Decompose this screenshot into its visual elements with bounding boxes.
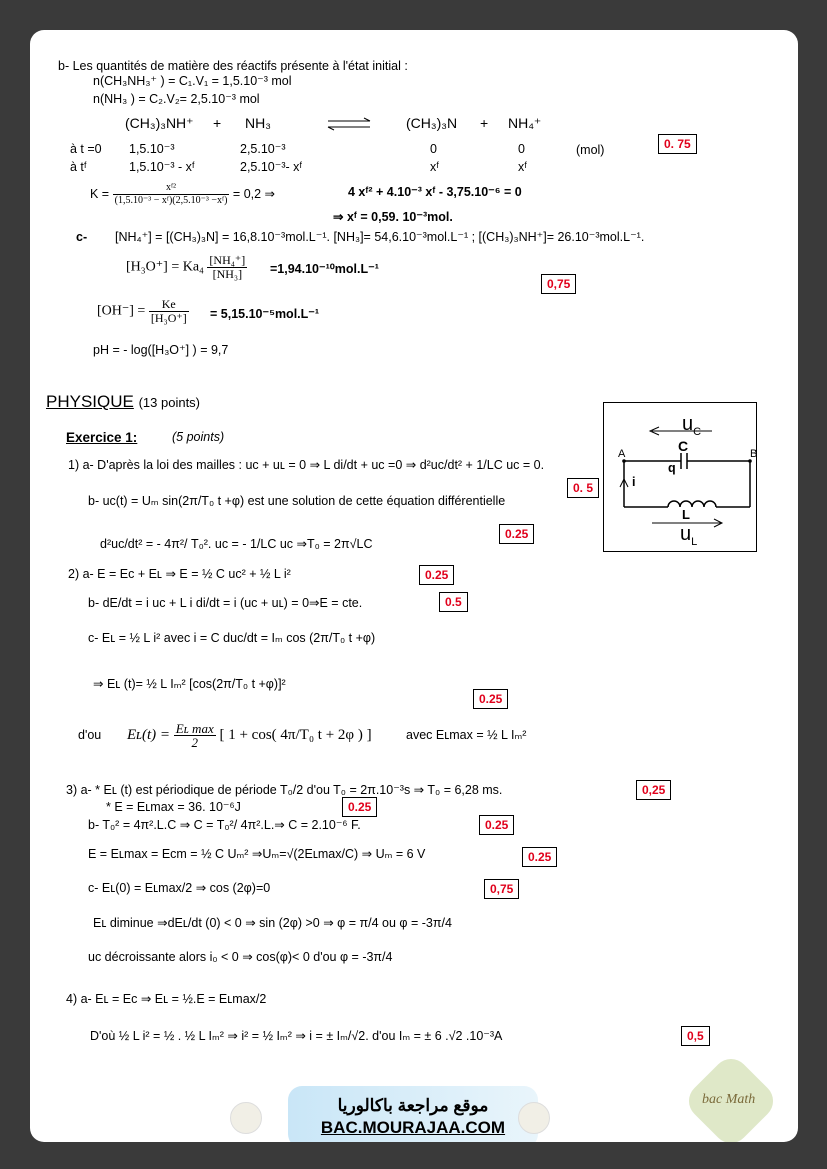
xf-result: ⇒ xᶠ = 0,59. 10⁻³mol. bbox=[333, 210, 453, 224]
mark-box: 0.25 bbox=[342, 797, 377, 817]
current-label: i bbox=[632, 475, 636, 489]
q2d-fraction bbox=[174, 722, 216, 749]
mark-box: 0,5 bbox=[681, 1026, 710, 1046]
k-label: K = bbox=[90, 186, 110, 201]
q3c-conclusion: uc décroissante alors i₀ < 0 ⇒ cos(φ)< 0 d'ou φ = -3π/4 bbox=[88, 950, 393, 964]
q3c-text: c- Eʟ(0) = Eʟmax/2 ⇒ cos (2φ)=0 bbox=[88, 881, 271, 895]
physique-heading bbox=[46, 392, 200, 413]
q2b-text: b- dE/dt = i uᴄ + L i di/dt = i (uᴄ + uʟ) = 0⇒E = cte. bbox=[88, 596, 363, 610]
eq-plus-2: + bbox=[480, 115, 489, 131]
oh-value: = 5,15.10⁻⁵mol.L⁻¹ bbox=[210, 307, 320, 321]
q2c-derivation: ⇒ Eʟ (t)= ½ L Iₘ² [cos(2π/T₀ t +φ)]² bbox=[93, 677, 286, 691]
charge-label: q bbox=[668, 461, 676, 475]
eq-product-2: NH₄⁺ bbox=[508, 115, 542, 131]
oh-expression bbox=[97, 298, 189, 325]
site-logo-right-icon bbox=[518, 1102, 550, 1134]
footer-arabic-title: موقع مراجعة باكالوريا bbox=[337, 1096, 489, 1115]
tf-value-4: xᶠ bbox=[518, 160, 528, 174]
n-ch3nh3: n(CH₃NH₃⁺ ) = C₁.V₁ = 1,5.10⁻³ mol bbox=[93, 74, 292, 88]
q4a-text: 4) a- Eʟ = Eᴄ ⇒ Eʟ = ½.E = Eʟmax/2 bbox=[66, 992, 267, 1006]
mark-box: 0.5 bbox=[439, 592, 468, 612]
q2d-lhs: Eʟ(t) = bbox=[127, 727, 171, 743]
q2d-denominator: 2 bbox=[191, 735, 198, 751]
section-c-label: c- bbox=[76, 230, 88, 244]
eq-reactant-2: NH₃ bbox=[245, 115, 271, 131]
oh-numerator: Ke bbox=[149, 298, 189, 312]
h3o-expression bbox=[126, 254, 247, 281]
t0-value-4: 0 bbox=[518, 142, 525, 156]
footer-url-link[interactable]: BAC.MOURAJAA.COM bbox=[320, 1118, 506, 1137]
q3b-text: b- T₀² = 4π².L.C ⇒ C = T₀²/ 4π².L.⇒ C = 2.10⁻⁶ F. bbox=[88, 818, 361, 832]
mark-box: 0.25 bbox=[499, 524, 534, 544]
physique-title: PHYSIQUE bbox=[46, 392, 134, 411]
mark-box: 0.25 bbox=[473, 689, 508, 709]
q2c-text: c- Eʟ = ½ L i² avec i = C duᴄ/dt = Iₘ cos (2π/T₀ t +φ) bbox=[88, 631, 376, 645]
exercise-1-title: Exercice 1: bbox=[66, 430, 138, 445]
mark-box: 0.25 bbox=[479, 815, 514, 835]
q1b-text: b- uᴄ(t) = Uₘ sin(2π/T₀ t +φ) est une solution de cette équation différentielle bbox=[88, 494, 506, 508]
q3c-phase: Eʟ diminue ⇒dEʟ/dt (0) < 0 ⇒ sin (2φ) >0 ⇒ φ = π/4 ou φ = -3π/4 bbox=[93, 916, 452, 930]
q3a-energy: * E = Eʟmax = 36. 10⁻⁶J bbox=[106, 800, 241, 814]
node-b-label: B bbox=[750, 448, 758, 460]
uc-label: $u_C$ bbox=[682, 413, 702, 438]
mark-box: 0. 75 bbox=[658, 134, 697, 154]
k-fraction bbox=[113, 182, 230, 207]
bac-math-badge-text: bac Math bbox=[702, 1092, 756, 1107]
t0-value-1: 1,5.10⁻³ bbox=[129, 142, 175, 156]
k-expression bbox=[90, 182, 275, 207]
t0-label: à t =0 bbox=[70, 142, 102, 156]
oh-lhs: [OH⁻] = bbox=[97, 303, 146, 319]
q1b-derivation: d²uᴄ/dt² = - 4π²/ T₀². uᴄ = - 1/LC uᴄ ⇒T₀ = 2π√LC bbox=[100, 537, 373, 551]
q3a-text: 3) a- * Eʟ (t) est périodique de période T₀/2 d'ou T₀ = 2π.10⁻³s ⇒ T₀ = 6,28 ms. bbox=[66, 783, 503, 797]
mark-box: 0,75 bbox=[541, 274, 576, 294]
eq-product-1: (CH₃)₃N bbox=[406, 115, 458, 131]
h3o-value: =1,94.10⁻¹⁰mol.L⁻¹ bbox=[270, 262, 379, 276]
tf-label: à tᶠ bbox=[70, 160, 87, 174]
eq-reactant-1: (CH₃)₃NH⁺ bbox=[125, 115, 194, 131]
h3o-numerator: [NH₄⁺] bbox=[209, 253, 246, 267]
physique-points: (13 points) bbox=[138, 395, 201, 410]
ul-label: $u_L$ bbox=[680, 523, 698, 548]
site-logo-left-icon bbox=[230, 1102, 262, 1134]
t0-value-3: 0 bbox=[430, 142, 437, 156]
section-b-heading: b- Les quantités de matière des réactifs présente à l'état initial : bbox=[58, 59, 408, 73]
footer-banner[interactable] bbox=[288, 1086, 538, 1142]
concentrations-line: [NH₄⁺] = [(CH₃)₃N] = 16,8.10⁻³mol.L⁻¹. [NH₃]= 54,6.10⁻³mol.L⁻¹ ; [(CH₃)₃NH⁺]= 26.10⁻³mol.L⁻¹. bbox=[115, 230, 645, 244]
q1a-text: 1) a- D'après la loi des mailles : uᴄ + uʟ = 0 ⇒ L di/dt + uᴄ =0 ⇒ d²uᴄ/dt² + 1/LC uᴄ = 0. bbox=[68, 458, 545, 472]
tf-value-3: xᶠ bbox=[430, 160, 440, 174]
q2d-rhs: [ 1 + cos( 4π/T₀ t + 2φ ) ] bbox=[219, 727, 372, 743]
q2d-numerator: Eʟ max bbox=[175, 721, 214, 737]
k-numerator: xᶠ² bbox=[113, 182, 230, 195]
eq-plus-1: + bbox=[213, 115, 222, 131]
k-denominator: (1,5.10⁻³ − xᶠ)(2,5.10⁻³ −xᶠ) bbox=[114, 195, 228, 206]
k-quadratic-equation: 4 xᶠ² + 4.10⁻³ xᶠ - 3,75.10⁻⁶ = 0 bbox=[348, 185, 522, 199]
inductor-label: L bbox=[682, 507, 690, 522]
q2d-label: d'ou bbox=[78, 728, 102, 742]
tf-value-2: 2,5.10⁻³- xᶠ bbox=[240, 160, 303, 174]
k-value: = 0,2 ⇒ bbox=[232, 186, 276, 201]
q2d-formula bbox=[127, 720, 372, 750]
q2d-avec: avec Eʟmax = ½ L Iₘ² bbox=[406, 728, 527, 742]
h3o-fraction bbox=[207, 254, 247, 281]
document-page bbox=[30, 30, 798, 1142]
exercise-1-points: (5 points) bbox=[172, 430, 225, 444]
q4a-derivation: D'où ½ L i² = ½ . ½ L Iₘ² ⇒ i² = ½ Iₘ² ⇒ i = ± Iₘ/√2. d'ou Iₘ = ± 6 .√2 .10⁻³A bbox=[90, 1029, 503, 1043]
lc-circuit-diagram bbox=[603, 402, 757, 552]
mark-box: 0,75 bbox=[484, 879, 519, 899]
mark-box: 0.25 bbox=[522, 847, 557, 867]
q2a-text: 2) a- E = Eᴄ + Eʟ ⇒ E = ½ C uᴄ² + ½ L i² bbox=[68, 567, 291, 581]
ph-value: pH = - log([H₃O⁺] ) = 9,7 bbox=[93, 343, 229, 357]
t0-value-2: 2,5.10⁻³ bbox=[240, 142, 286, 156]
tf-value-1: 1,5.10⁻³ - xᶠ bbox=[129, 160, 195, 174]
n-nh3: n(NH₃ ) = C₂.V₂= 2,5.10⁻³ mol bbox=[93, 92, 260, 106]
node-a-label: A bbox=[618, 448, 626, 460]
mark-box: 0.25 bbox=[419, 565, 454, 585]
mark-box: 0,25 bbox=[636, 780, 671, 800]
oh-fraction bbox=[149, 298, 189, 325]
h3o-lhs: [H₃O⁺] = Ka₄ bbox=[126, 259, 204, 275]
unit-label: (mol) bbox=[576, 143, 605, 157]
q3b-voltage: E = Eʟmax = Eᴄm = ½ C Uₘ² ⇒Uₘ=√(2Eʟmax/C) ⇒ Uₘ = 6 V bbox=[88, 847, 426, 861]
h3o-denominator: [NH₃] bbox=[212, 267, 243, 281]
capacitor-label: C bbox=[678, 438, 689, 454]
equilibrium-arrow-icon bbox=[326, 117, 372, 131]
oh-denominator: [H₃O⁺] bbox=[150, 311, 187, 325]
mark-box: 0. 5 bbox=[567, 478, 599, 498]
